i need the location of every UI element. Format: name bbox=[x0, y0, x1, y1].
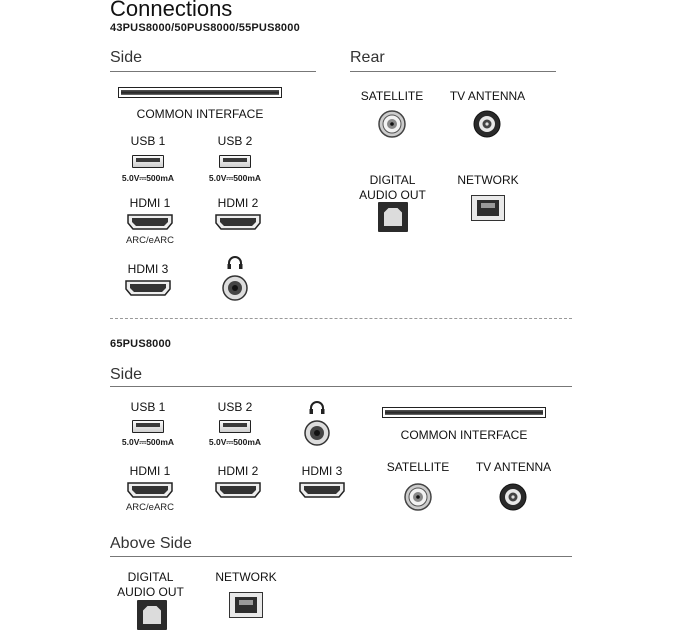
digital-audio-out-line1-2: DIGITAL bbox=[127, 570, 174, 584]
side-rule-1 bbox=[110, 71, 316, 72]
usb2-rating-2: 5.0V⎓500mA bbox=[208, 437, 262, 447]
model-list-2: 65PUS8000 bbox=[110, 338, 172, 350]
coax-port-icon bbox=[404, 483, 432, 511]
common-interface-slot-icon bbox=[118, 87, 282, 98]
hdmi2-label-1: HDMI 2 bbox=[217, 196, 259, 210]
common-interface-slot-icon bbox=[382, 407, 546, 418]
usb1-label-1: USB 1 bbox=[130, 134, 166, 148]
usb1-rating-1: 5.0V⎓500mA bbox=[121, 173, 175, 183]
coax-port-icon bbox=[378, 110, 406, 138]
hdmi1-sub-2: ARC/eARC bbox=[125, 502, 175, 513]
satellite-label-2: SATELLITE bbox=[386, 460, 450, 474]
digital-audio-out-line2-1: AUDIO OUT bbox=[359, 188, 426, 202]
common-interface-label-1: COMMON INTERFACE bbox=[136, 107, 264, 121]
usb-port-icon bbox=[132, 155, 164, 168]
usb-port-icon bbox=[219, 420, 251, 433]
rear-heading-1: Rear bbox=[350, 49, 385, 66]
ethernet-port-icon bbox=[471, 195, 505, 221]
coax-port-icon bbox=[473, 110, 501, 138]
hdmi-port-icon bbox=[299, 482, 345, 498]
usb-port-icon bbox=[219, 155, 251, 168]
tv-antenna-label-1: TV ANTENNA bbox=[449, 89, 526, 103]
section-divider bbox=[110, 318, 572, 319]
hdmi-port-icon bbox=[215, 214, 261, 230]
model-list-1: 43PUS8000/50PUS8000/55PUS8000 bbox=[110, 22, 300, 34]
page-title: Connections bbox=[110, 0, 233, 21]
above-side-rule bbox=[110, 556, 572, 557]
usb2-label-2: USB 2 bbox=[217, 400, 253, 414]
ethernet-port-icon bbox=[229, 592, 263, 618]
usb1-label-2: USB 1 bbox=[130, 400, 166, 414]
headphone-jack-icon bbox=[222, 275, 248, 301]
hdmi1-label-1: HDMI 1 bbox=[129, 196, 171, 210]
satellite-label-1: SATELLITE bbox=[360, 89, 424, 103]
hdmi1-label-2: HDMI 1 bbox=[129, 464, 171, 478]
digital-audio-out-label-1 bbox=[350, 173, 435, 203]
common-interface-label-2: COMMON INTERFACE bbox=[400, 428, 528, 442]
digital-audio-out-line2-2: AUDIO OUT bbox=[117, 585, 184, 599]
hdmi1-sub-1: ARC/eARC bbox=[125, 235, 175, 246]
usb2-label-1: USB 2 bbox=[217, 134, 253, 148]
hdmi-port-icon bbox=[127, 482, 173, 498]
usb-port-icon bbox=[132, 420, 164, 433]
digital-audio-out-line1-1: DIGITAL bbox=[369, 173, 416, 187]
network-label-1: NETWORK bbox=[457, 173, 519, 187]
headphone-icon bbox=[226, 256, 244, 270]
hdmi-port-icon bbox=[125, 280, 171, 296]
side-heading-2: Side bbox=[110, 366, 143, 383]
above-side-heading: Above Side bbox=[110, 535, 192, 552]
headphone-jack-icon bbox=[304, 420, 330, 446]
hdmi2-label-2: HDMI 2 bbox=[217, 464, 259, 478]
hdmi3-label-2: HDMI 3 bbox=[301, 464, 343, 478]
optical-port-icon bbox=[378, 202, 408, 232]
headphone-icon bbox=[308, 401, 326, 415]
side-rule-2 bbox=[110, 386, 572, 387]
usb2-rating-1: 5.0V⎓500mA bbox=[208, 173, 262, 183]
usb1-rating-2: 5.0V⎓500mA bbox=[121, 437, 175, 447]
digital-audio-out-label-2 bbox=[108, 570, 193, 600]
tv-antenna-label-2: TV ANTENNA bbox=[475, 460, 552, 474]
hdmi3-label-1: HDMI 3 bbox=[127, 262, 169, 276]
coax-port-icon bbox=[499, 483, 527, 511]
hdmi-port-icon bbox=[127, 214, 173, 230]
optical-port-icon bbox=[137, 600, 167, 630]
hdmi-port-icon bbox=[215, 482, 261, 498]
network-label-2: NETWORK bbox=[215, 570, 277, 584]
side-heading-1: Side bbox=[110, 49, 143, 66]
rear-rule-1 bbox=[350, 71, 556, 72]
